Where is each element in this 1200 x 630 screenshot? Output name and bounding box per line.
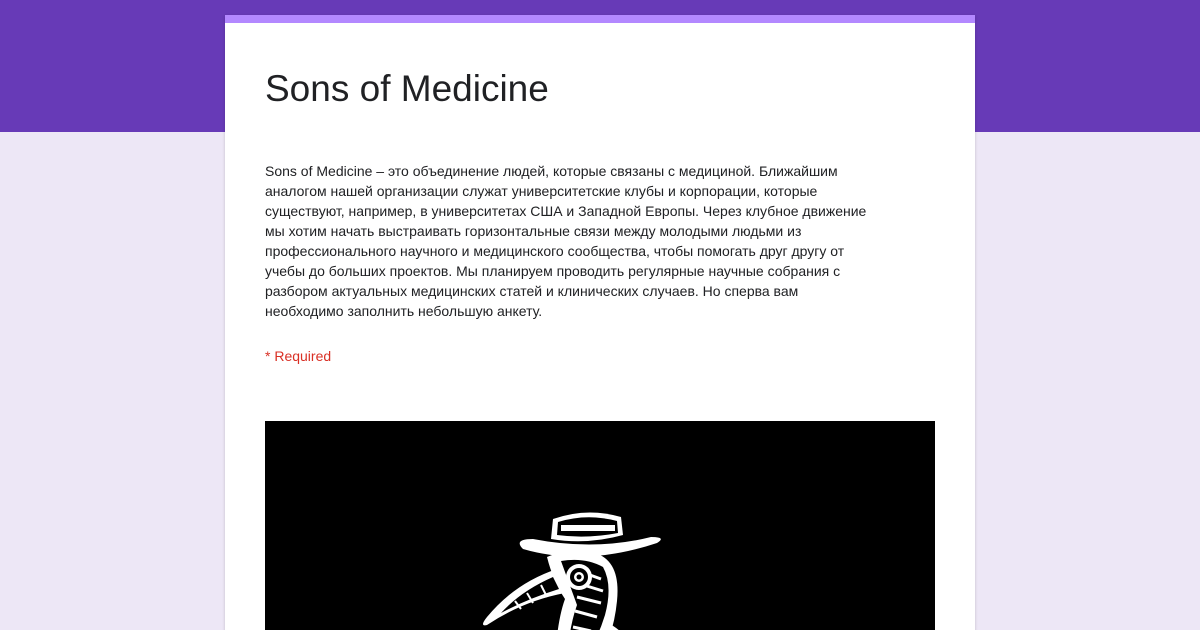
header-image xyxy=(265,421,935,630)
form-header-card xyxy=(225,15,975,630)
required-note: * Required xyxy=(265,348,332,364)
plague-doctor-icon xyxy=(265,421,935,630)
form-title: Sons of Medicine xyxy=(265,68,549,109)
form-description: Sons of Medicine – это объединение людей, которые связаны с медициной. Ближайшим аналогом нашей организации служат университетские клубы и корпорации, которые существуют, например, в университетах США и Западной Европы. Через клубное движение мы хотим начать выстраивать горизонтальные связи между молодыми людьми из профессионального научного и медицинского сообщества, чтобы помогать друг другу от учебы до больших проектов. Мы планируем проводить регулярные научные собрания с разбором актуальных медицинских статей и клинических случаев. Но сперва вам необходимо заполнить небольшую анкету. xyxy=(265,163,867,319)
card-accent-bar xyxy=(225,15,975,23)
